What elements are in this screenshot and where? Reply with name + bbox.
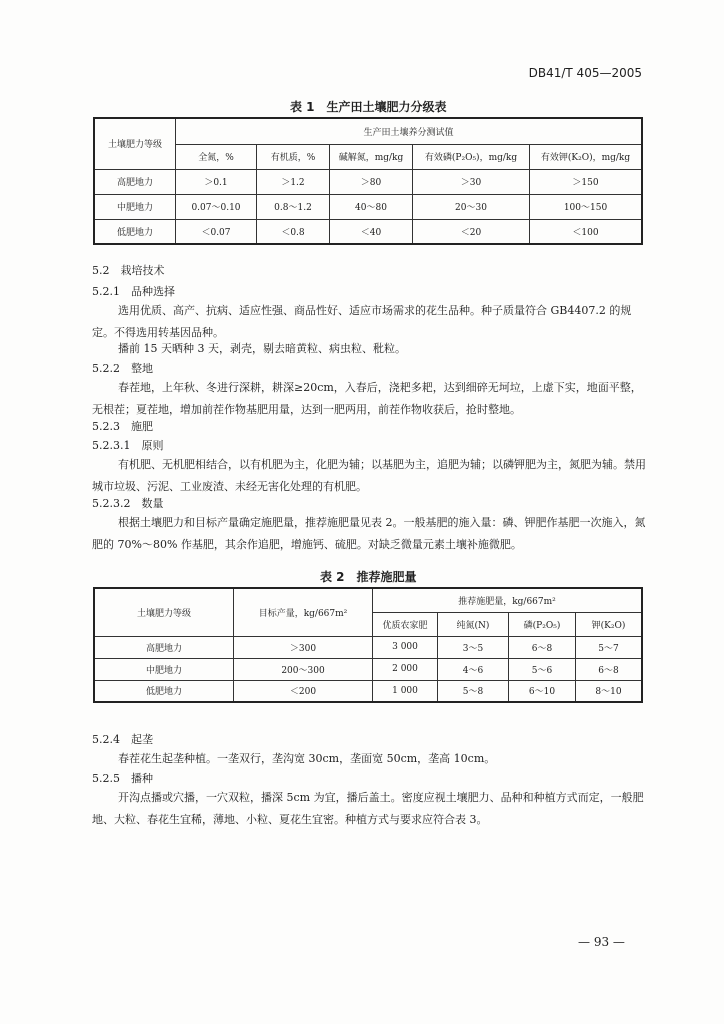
table-cell: 6～8 xyxy=(509,636,576,658)
paragraph: 根据土壤肥力和目标产量确定施肥量，推荐施肥量见表 2。一般基肥的施入量：磷、钾肥作基肥一次施入，氮肥的 70%～80% 作基肥，其余作追肥，增施钙、硫肥。对缺乏微量元素土壤补施微肥。 xyxy=(92,516,646,551)
section-heading: 5.2.1 品种选择 xyxy=(92,285,175,298)
table1-group-header: 生产田土壤养分测试值 xyxy=(176,118,643,144)
table-cell: 6～8 xyxy=(576,658,643,680)
table-cell: ＞80 xyxy=(330,169,413,194)
section-heading: 5.2.5 播种 xyxy=(92,772,153,785)
paragraph: 开沟点播或穴播，一穴双粒，播深 5cm 为宜，播后盖土。密度应视土壤肥力、品种和种植方式而定，一般肥地、大粒、春花生宜稀，薄地、小粒、夏花生宜密。种植方式与要求应符合表 3。 xyxy=(92,791,644,826)
table2-col-header: 钾(K₂O) xyxy=(576,612,643,636)
table-cell: 8～10 xyxy=(576,680,643,702)
table-cell: ＞150 xyxy=(530,169,643,194)
table1 xyxy=(93,117,643,245)
table-row xyxy=(94,658,642,680)
table-cell: 5～7 xyxy=(576,636,643,658)
paragraph: 播前 15 天晒种 3 天，剥壳，剔去暗黄粒、病虫粒、秕粒。 xyxy=(118,342,406,355)
table-cell: ＞30 xyxy=(413,169,530,194)
table2-col-header: 纯氮(N) xyxy=(438,612,509,636)
paragraph: 春茬地，上年秋、冬进行深耕，耕深≥20cm，入春后，浇耙多耙，达到细碎无坷垃，上虚下实，地面平整，无根茬；夏茬地，增加前茬作物基肥用量，达到一肥两用，前茬作物收获后，抢时整地。 xyxy=(92,381,642,416)
table2-col-header: 磷(P₂O₅) xyxy=(509,612,576,636)
table-cell: ＜0.8 xyxy=(257,219,330,244)
table-row xyxy=(94,680,642,702)
section-heading: 5.2.3.1 原则 xyxy=(92,439,164,452)
table-row xyxy=(94,194,642,219)
table-cell: ＞1.2 xyxy=(257,169,330,194)
table-cell: 0.8～1.2 xyxy=(257,194,330,219)
paragraph: 有机肥、无机肥相结合，以有机肥为主，化肥为辅；以基肥为主，追肥为辅；以磷钾肥为主，氮肥为辅。禁用城市垃圾、污泥、工业废渣、未经无害化处理的有机肥。 xyxy=(92,458,646,493)
table-cell: 40～80 xyxy=(330,194,413,219)
table-cell: 2 000 xyxy=(373,658,438,680)
paragraph: 春茬花生起垄种植。一垄双行，垄沟宽 30cm，垄面宽 50cm，垄高 10cm。 xyxy=(118,752,496,765)
table-cell: ＜100 xyxy=(530,219,643,244)
table-cell: 5～8 xyxy=(438,680,509,702)
table-cell: 20～30 xyxy=(413,194,530,219)
table1-col-header: 有机质，% xyxy=(257,144,330,169)
table-cell: ＜200 xyxy=(234,680,373,702)
table2-col1-header: 目标产量，kg/667m² xyxy=(234,588,373,636)
section-heading: 5.2.2 整地 xyxy=(92,362,153,375)
section-heading: 5.2.3 施肥 xyxy=(92,420,153,433)
table-cell: ＜40 xyxy=(330,219,413,244)
table-cell: 6～10 xyxy=(509,680,576,702)
table1-caption: 表 1 生产田土壤肥力分级表 xyxy=(290,100,447,114)
table-cell: 0.07～0.10 xyxy=(176,194,257,219)
table-cell: ＞300 xyxy=(234,636,373,658)
table2-col0-header: 土壤肥力等级 xyxy=(94,588,234,636)
table-cell: 5～6 xyxy=(509,658,576,680)
table-cell: 100～150 xyxy=(530,194,643,219)
standard-number: DB41/T 405—2005 xyxy=(528,66,642,80)
table1-col0-header: 土壤肥力等级 xyxy=(94,118,176,169)
table-cell: 3～5 xyxy=(438,636,509,658)
section-heading: 5.2.4 起垄 xyxy=(92,733,153,746)
table2-col-header: 优质农家肥 xyxy=(373,612,438,636)
row-label: 高肥地力 xyxy=(94,169,176,194)
table-cell: 4～6 xyxy=(438,658,509,680)
table-cell: ＞0.1 xyxy=(176,169,257,194)
table-cell: ＜0.07 xyxy=(176,219,257,244)
table2-caption: 表 2 推荐施肥量 xyxy=(320,570,417,584)
table1-col-header: 有效磷(P₂O₅)，mg/kg xyxy=(413,144,530,169)
table-cell: ＜20 xyxy=(413,219,530,244)
paragraph: 选用优质、高产、抗病、适应性强、商品性好、适应市场需求的花生品种。种子质量符合 GB4407.2 的规定。不得选用转基因品种。 xyxy=(92,304,632,339)
row-label: 低肥地力 xyxy=(94,219,176,244)
row-label: 低肥地力 xyxy=(94,680,234,702)
table-cell: 3 000 xyxy=(373,636,438,658)
row-label: 高肥地力 xyxy=(94,636,234,658)
page-number: — 93 — xyxy=(578,935,625,949)
table1-col-header: 全氮，% xyxy=(176,144,257,169)
section-heading: 5.2.3.2 数量 xyxy=(92,497,164,510)
table1-col-header: 碱解氮，mg/kg xyxy=(330,144,413,169)
table1-col-header: 有效钾(K₂O)，mg/kg xyxy=(530,144,643,169)
table-cell: 200～300 xyxy=(234,658,373,680)
row-label: 中肥地力 xyxy=(94,194,176,219)
table2-group-header: 推荐施肥量，kg/667m² xyxy=(373,588,643,612)
table-row xyxy=(94,169,642,194)
section-heading: 5.2 栽培技术 xyxy=(92,264,165,277)
row-label: 中肥地力 xyxy=(94,658,234,680)
table2 xyxy=(93,587,643,703)
table-row xyxy=(94,636,642,658)
table-row xyxy=(94,219,642,244)
table-cell: 1 000 xyxy=(373,680,438,702)
